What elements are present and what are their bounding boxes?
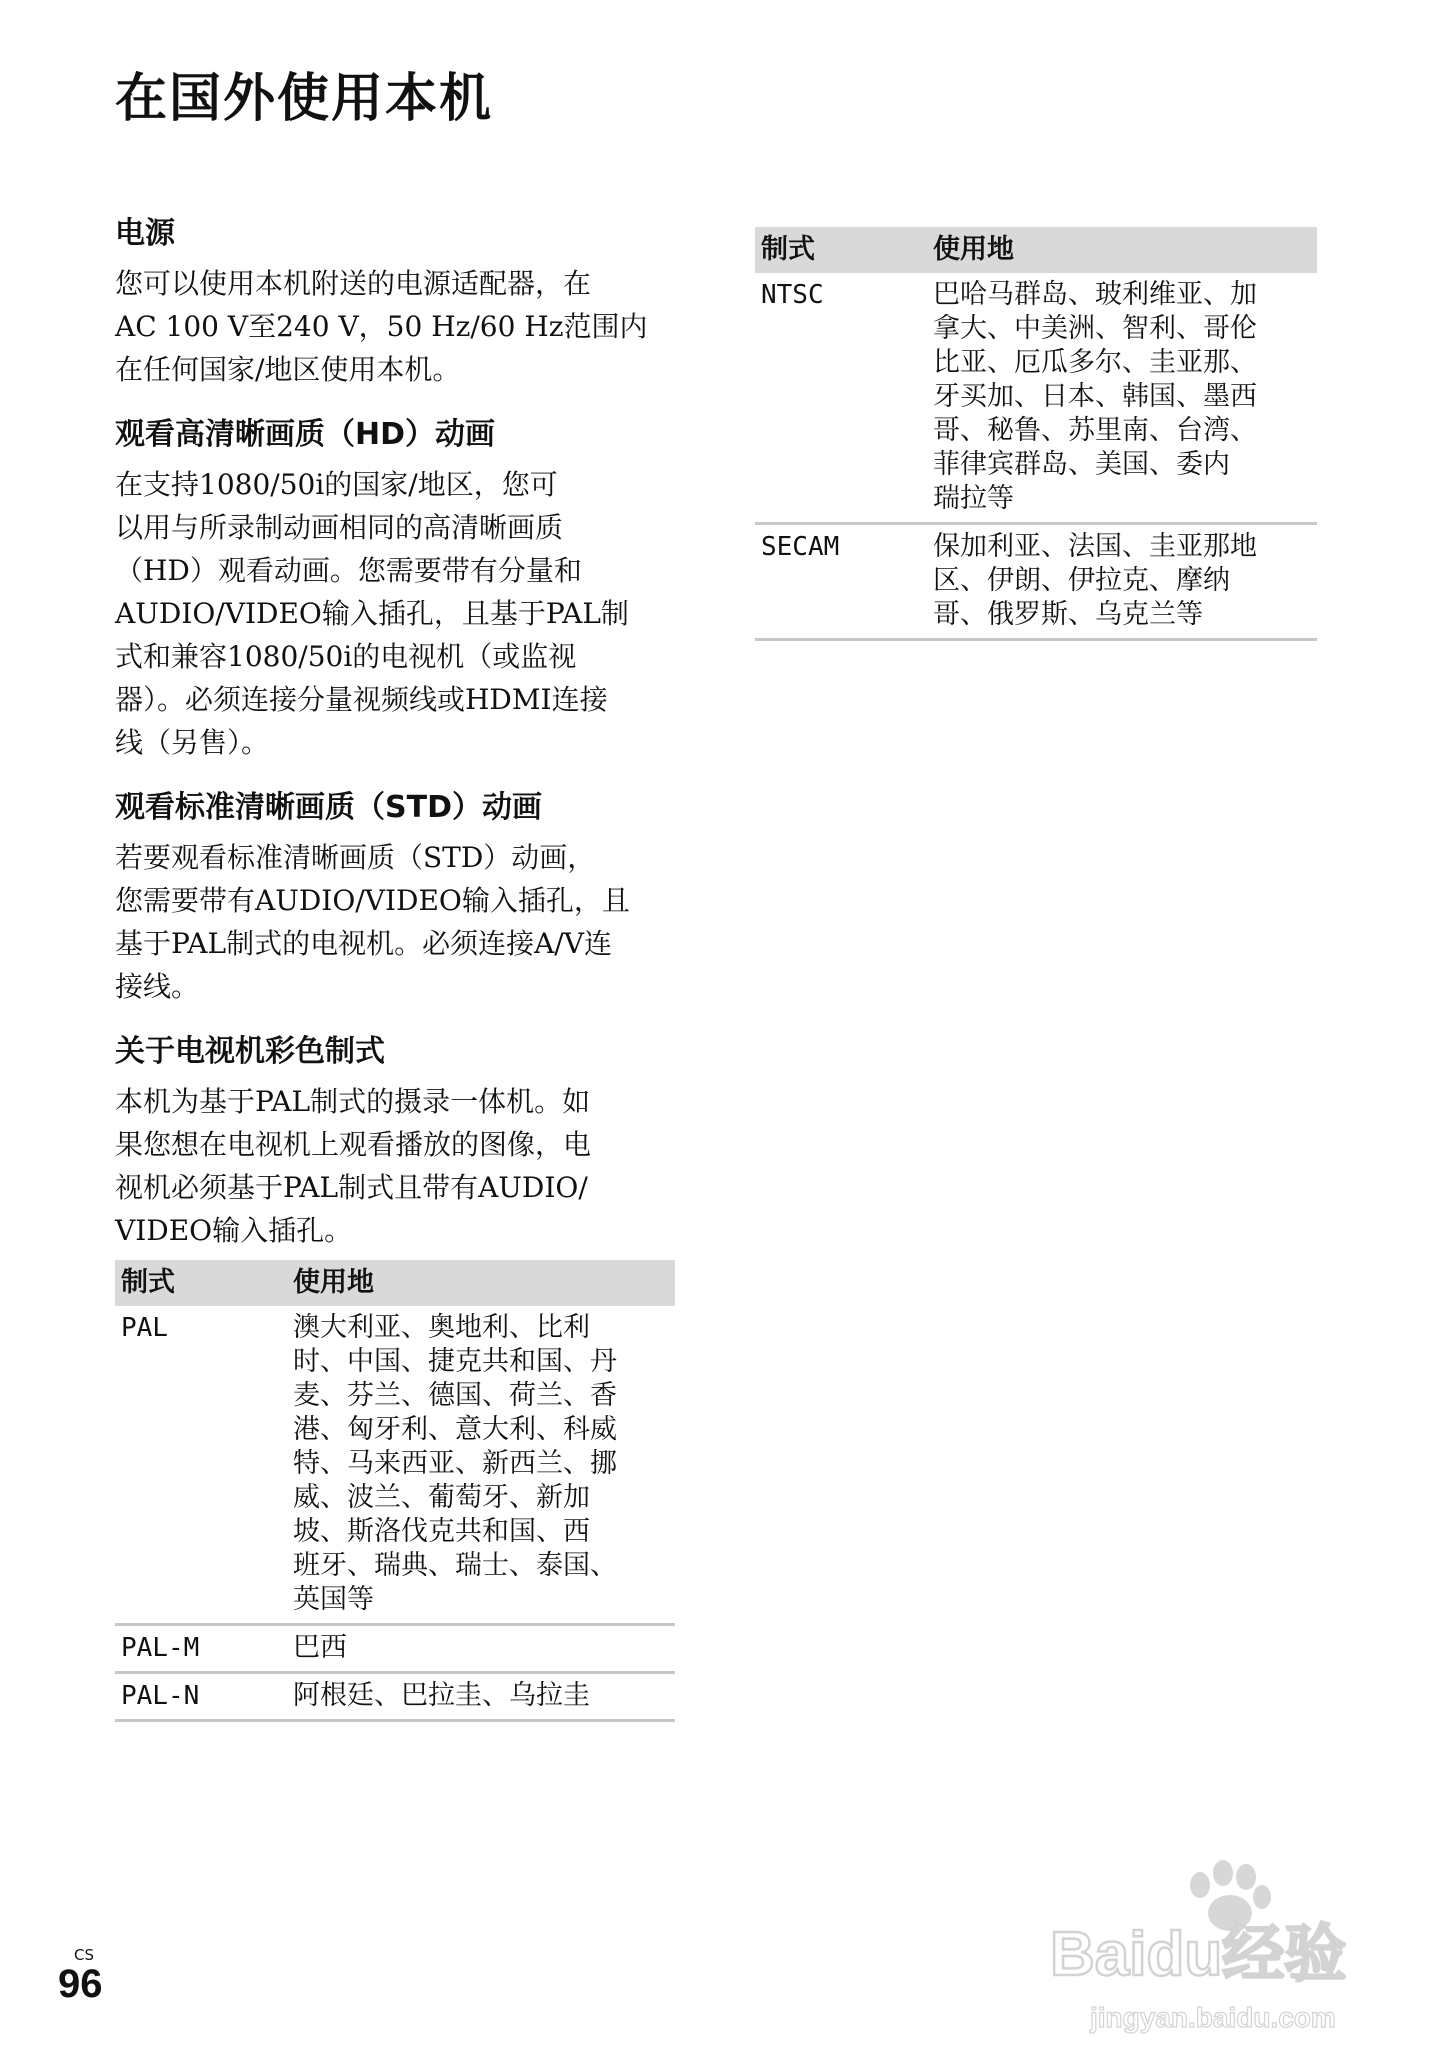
page-title: 在国外使用本机 [115,69,494,129]
table-header-regions: 使用地 [287,1260,675,1306]
table-row [115,1306,675,1625]
table-row [755,524,1317,640]
watermark-url: jingyan.baidu.com [1090,2002,1336,2033]
section-body: 本机为基于PAL制式的摄录一体机。如 果您想在电视机上观看播放的图像，电 视机必须基于PAL制式且带有AUDIO/ VIDEO输入插孔。 [115,1085,592,1247]
table-cell-regions: 保加利亚、法国、圭亚那地 区、伊朗、伊拉克、摩纳 哥、俄罗斯、乌克兰等 [927,524,1317,640]
color-system-table-ntsc-secam [755,227,1317,641]
table-cell-regions: 澳大利亚、奥地利、比利 时、中国、捷克共和国、丹 麦、芬兰、德国、荷兰、香 港、匈牙利、意大利、科威 特、马来西亚、新西兰、挪 威、波兰、葡萄牙、新加 坡、斯洛伐克共和国、西 班牙、瑞典、瑞士、泰国、 英国等 [287,1306,675,1625]
table-cell-system: SECAM [755,524,927,640]
section-heading: 电源 [115,216,175,251]
table-cell-system: PAL-N [115,1673,287,1721]
table-header-system: 制式 [115,1260,287,1306]
table-row [115,1673,675,1721]
section-std-viewing [115,786,675,1008]
table-row [755,273,1317,524]
section-hd-viewing [115,413,675,764]
section-body: 若要观看标准清晰画质（STD）动画， 您需要带有AUDIO/VIDEO输入插孔，且 基于PAL制式的电视机。必须连接A/V连 接线。 [115,841,630,1003]
language-code: CS [74,1946,94,1964]
table-cell-system: NTSC [755,273,927,524]
left-column [115,212,675,1722]
section-heading: 观看标准清晰画质（STD）动画 [115,790,542,825]
section-heading: 观看高清晰画质（HD）动画 [115,417,496,452]
table-header-system: 制式 [755,227,927,273]
table-header-row [115,1260,675,1306]
table-cell-regions: 巴西 [287,1625,675,1673]
table-header-regions: 使用地 [927,227,1317,273]
baidu-jingyan-watermark [1030,1845,1400,2045]
section-tv-color-system [115,1030,675,1252]
table-cell-system: PAL-M [115,1625,287,1673]
watermark-brand: Baidu经验 [1050,1920,1347,1989]
section-power [115,212,675,391]
table-row [115,1625,675,1673]
table-cell-system: PAL [115,1306,287,1625]
section-body: 在支持1080/50i的国家/地区，您可 以用与所录制动画相同的高清晰画质 （HD）观看动画。您需要带有分量和 AUDIO/VIDEO输入插孔，且基于PAL制 式和兼容1080/50i的电视机（或监视 器）。必须连接分量视频线或HDMI连接 线（另售）。 [115,468,629,759]
page-number: 96 [58,1962,103,2006]
table-header-row [755,227,1317,273]
right-column [755,227,1317,641]
color-system-table-pal [115,1260,675,1722]
table-cell-regions: 阿根廷、巴拉圭、乌拉圭 [287,1673,675,1721]
section-heading: 关于电视机彩色制式 [115,1034,385,1069]
section-body: 您可以使用本机附送的电源适配器，在 AC 100 V至240 V，50 Hz/60 Hz范围内 在任何国家/地区使用本机。 [115,267,648,386]
table-cell-regions: 巴哈马群岛、玻利维亚、加 拿大、中美洲、智利、哥伦 比亚、厄瓜多尔、圭亚那、 牙买加、日本、韩国、墨西 哥、秘鲁、苏里南、台湾、 菲律宾群岛、美国、委内 瑞拉等 [927,273,1317,524]
